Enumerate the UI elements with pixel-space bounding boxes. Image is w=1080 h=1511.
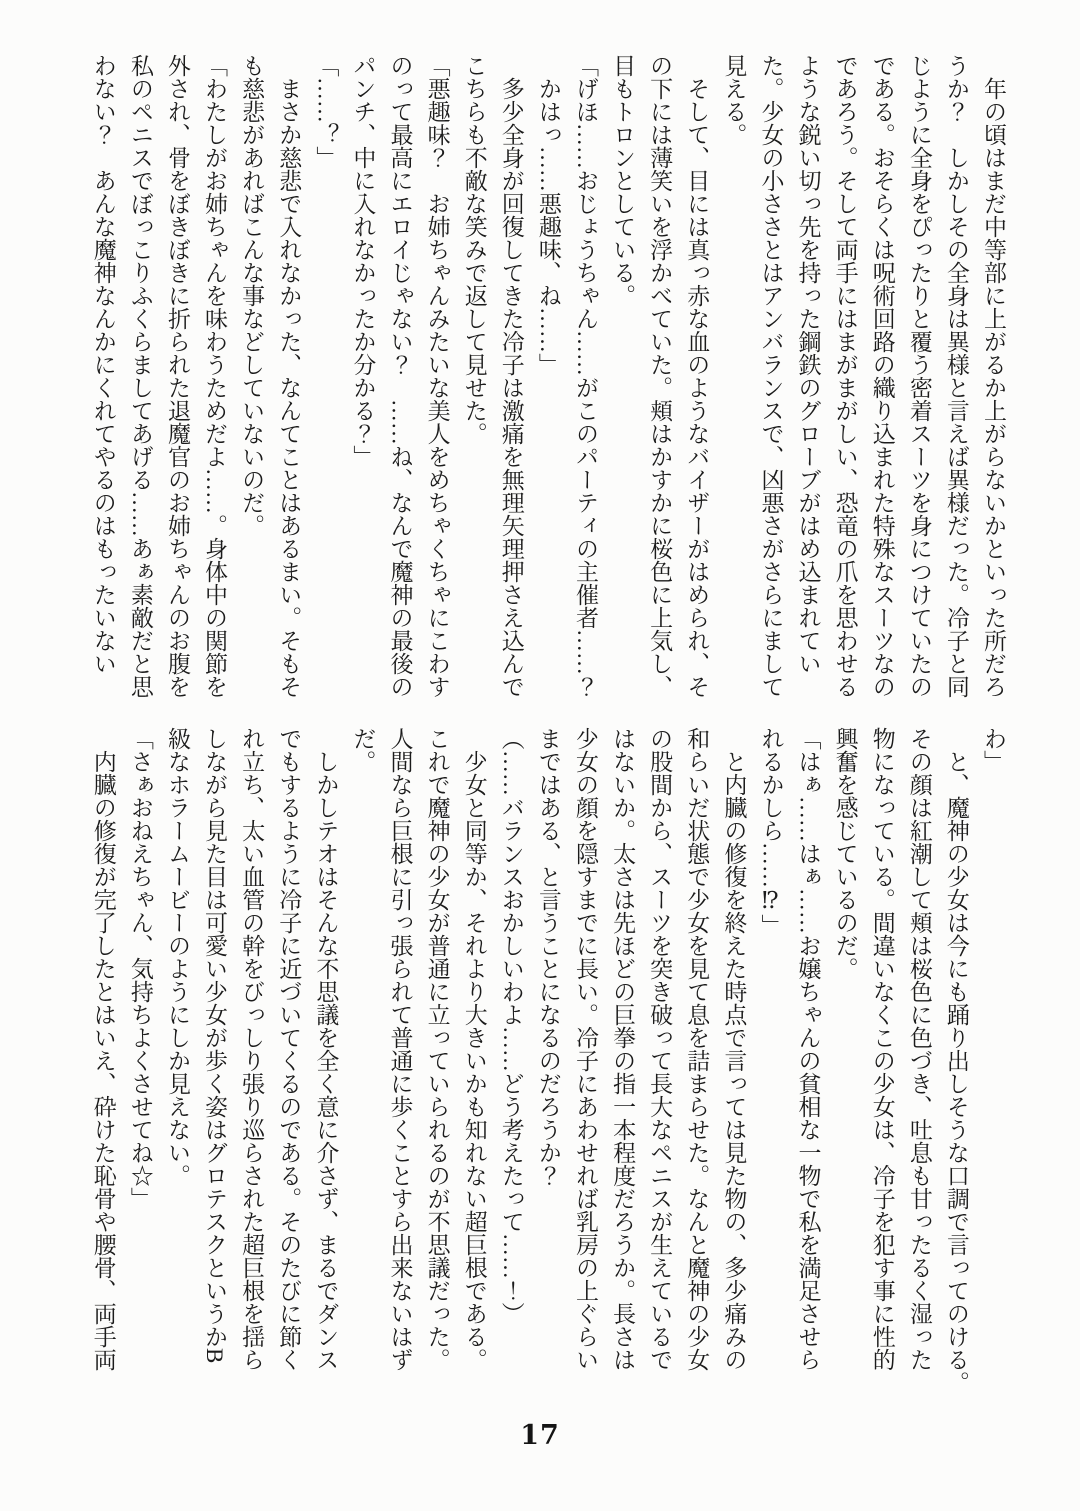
text-column: はないか。太さは先ほどの巨拳の指一本程度だろうか。長さは [610,727,636,1371]
text-column: わ」 [981,727,1006,773]
text-column: 目もトロンとしている。 [610,54,636,307]
text-column: 「悪趣味？ お姉ちゃんみたいな美人をめちゃくちゃにこわす [424,54,450,698]
page-number: 17 [520,1420,560,1451]
text-column: 年の頃はまだ中等部に上がるか上がらないかといった所だろ [981,54,1006,698]
text-column: と、魔神の少女は今にも踊り出しそうな口調で言ってのける。 [943,727,969,1394]
text-column: まではある、と言うことになるのだろうか？ [535,727,561,1187]
text-column: しかしテオはそんな不思議を全く意に介さず、まるでダンス [313,727,339,1371]
text-column: かはっ……悪趣味、ね……」 [535,54,561,376]
text-column: 人間なら巨根に引っ張られて普通に歩くことすら出来ないはず [387,727,413,1371]
text-column: 「……？」 [313,54,339,169]
text-column: わない？ あんな魔神なんかにくれてやるのはもったいない [90,54,116,675]
text-column: うか？ しかしその全身は異様と言えば異様だった。冷子と同 [943,54,969,698]
text-column: その顔は紅潮して頬は桜色に色づき、吐息も甘ったるく湿った [906,727,932,1371]
text-column: の股間から、スーツを突き破って長大なペニスが生えているで [647,727,673,1371]
text-column: まさか慈悲で入れなかった、なんてことはあるまい。そもそ [276,54,302,698]
text-column: 級なホラームービーのようにしか見えない。 [164,727,190,1187]
text-block-top [85,54,1012,702]
text-column: 外され、骨をぼきぼきに折られた退魔官のお姉ちゃんのお腹を [164,54,190,698]
text-column: じように全身をぴったりと覆う密着スーツを身につけていたの [906,54,932,698]
text-column: 少女と同等か、それより大きいかも知れない超巨根である。 [461,727,487,1371]
text-column: れるかしら……⁉」 [758,727,784,937]
text-column: これで魔神の少女が普通に立っていられるのが不思議だった。 [424,727,450,1371]
text-column: 内臓の修復が完了したとはいえ、砕けた恥骨や腰骨、両手両 [90,727,116,1371]
text-column: れ立ち、太い血管の幹をびっしり張り巡らされた超巨根を揺ら [239,727,265,1371]
text-column: 私のペニスでぼっこりふくらましてあげる……あぁ素敵だと思 [127,54,153,698]
text-column: こちらも不敵な笑みで返して見せた。 [461,54,487,445]
text-column: そして、目には真っ赤な血のようなバイザーがはめられ、そ [684,54,710,698]
text-column: パンチ、中に入れなかったか分かる？」 [350,54,376,468]
text-column: だ。 [350,727,376,773]
text-column: しながら見た目は可愛い少女が歩く姿はグロテスクというかB [202,727,228,1364]
text-column: 少女の顔を隠すまでに長い。冷子にあわせれば乳房の上ぐらい [572,727,598,1371]
text-column: ような鋭い切っ先を持った鋼鉄のグローブがはめ込まれてい [795,54,821,675]
text-column: （……バランスおかしいわよ……どう考えたって……！） [498,727,524,1325]
text-column: でもするように冷子に近づいてくるのである。そのたびに節く [276,727,302,1371]
text-column: 多少全身が回復してきた冷子は激痛を無理矢理押さえ込んで [498,54,524,698]
text-column: であろう。そして両手にはまがまがしい、恐竜の爪を思わせる [832,54,858,698]
text-column: 和らいだ状態で少女を見て息を詰まらせた。なんと魔神の少女 [684,727,710,1371]
text-block-bottom [85,727,1012,1394]
text-column: のって最高にエロイじゃない？ ……ね、なんで魔神の最後の [387,54,413,698]
text-column: と内臓の修復を終えた時点で言っては見た物の、多少痛みの [721,727,747,1371]
text-column: 「さぁおねえちゃん、気持ちよくさせてね☆」 [127,727,153,1210]
text-column: た。少女の小ささとはアンバランスで、凶悪さがさらにまして [758,54,784,698]
text-column: も慈悲があればこんな事などしていないのだ。 [239,54,265,537]
text-column: 「わたしがお姉ちゃんを味わうためだよ……。身体中の関節を [202,54,228,698]
text-column: 「はぁ……はぁ……お嬢ちゃんの貧相な一物で私を満足させら [795,727,821,1371]
text-column: 興奮を感じているのだ。 [832,727,858,980]
text-column: 「げほ……おじょうちゃん……がこのパーティの主催者……？ [572,54,598,698]
text-column: の下には薄笑いを浮かべていた。頬はかすかに桜色に上気し、 [647,54,673,698]
text-column: 見える。 [721,54,747,146]
text-column: である。おそらくは呪術回路の織り込まれた特殊なスーツなの [869,54,895,698]
text-column: 物になっている。間違いなくこの少女は、冷子を犯す事に性的 [869,727,895,1371]
